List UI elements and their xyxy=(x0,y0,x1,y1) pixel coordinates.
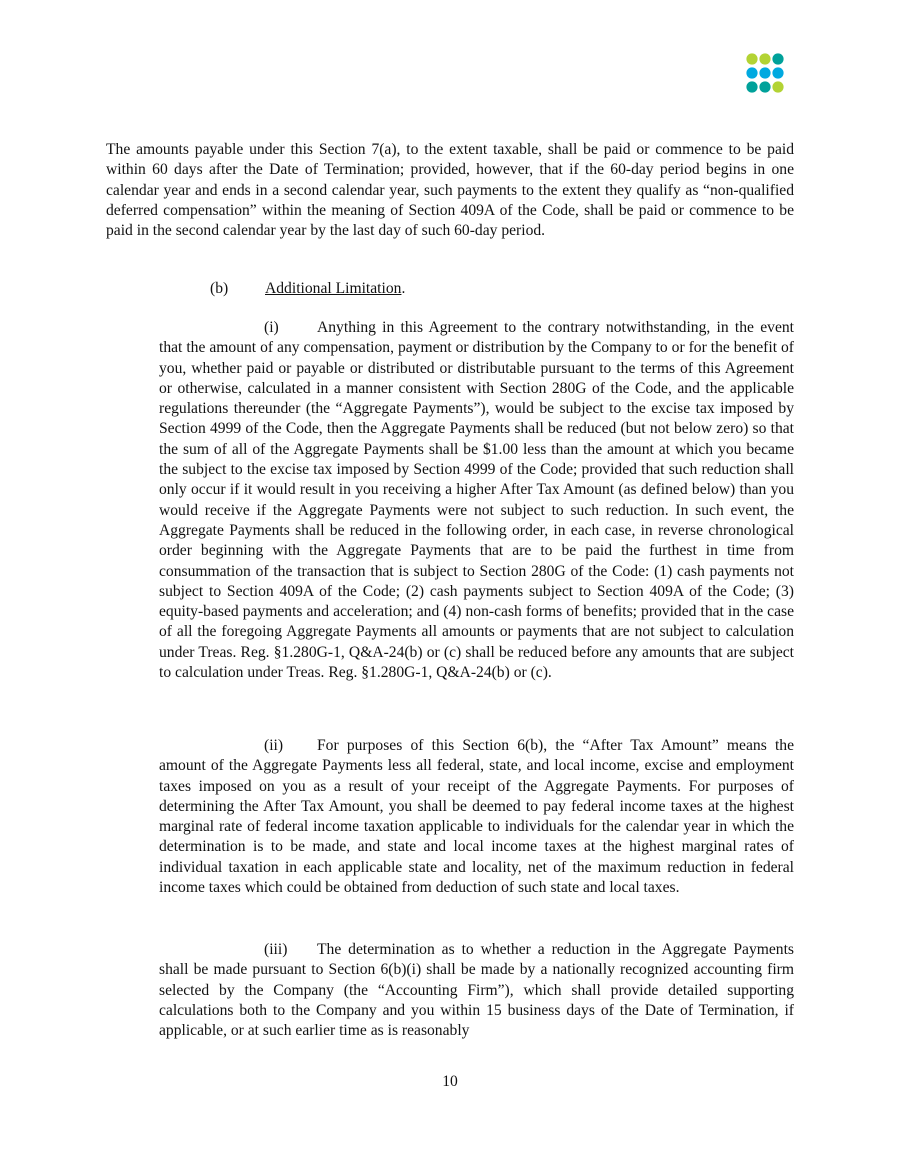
paragraph-ii-number: (ii) xyxy=(264,737,284,754)
logo-dot xyxy=(746,67,757,78)
intro-paragraph: The amounts payable under this Section 7(a), to the extent taxable, shall be paid or commence to be paid within 60 days after the Date of Termination; provided, however, that if the 60-day period begins in one calendar year and ends in a second calendar year, such payments to the extent they qualify as “non-qualified deferred compensation” within the meaning of Section 409A of the Code, shall be paid or commence to be paid in the second calendar year by the last day of such 60-day period. xyxy=(106,141,794,240)
logo-dot xyxy=(772,67,783,78)
paragraph-iii xyxy=(159,940,794,1041)
logo-dot xyxy=(759,81,770,92)
logo-dot xyxy=(772,53,783,64)
paragraph-ii-text: For purposes of this Section 6(b), the “After Tax Amount” means the amount of the Aggregate Payments less all federal, state, and local income, excise and employment taxes imposed on you as a result of your receipt of the Aggregate Payments. For purposes of determining the After Tax Amount, you shall be deemed to pay federal income taxes at the highest marginal rate of federal income taxation applicable to individuals for the calendar year in which the determination is to be made, and state and local income taxes at the highest marginal rates of individual taxation in each applicable state and locality, net of the maximum reduction in federal income taxes which could be obtained from deduction of such state and local taxes. xyxy=(159,737,794,897)
logo-dot xyxy=(759,67,770,78)
paragraph-ii xyxy=(159,736,794,898)
section-b-title: Additional Limitation xyxy=(265,280,402,297)
paragraph-i xyxy=(159,318,794,683)
page-number: 10 xyxy=(442,1073,458,1090)
section-b-label: (b) xyxy=(210,280,229,297)
paragraph-i-number: (i) xyxy=(264,319,279,336)
logo-dot xyxy=(772,81,783,92)
section-b-title-period: . xyxy=(401,280,406,297)
company-logo xyxy=(745,52,793,100)
section-b-heading xyxy=(210,279,405,299)
paragraph-iii-text: The determination as to whether a reduction in the Aggregate Payments shall be made pursuant to Section 6(b)(i) shall be made by a nationally recognized accounting firm selected by the Company (the “Accounting Firm”), which shall provide detailed supporting calculations both to the Company and you within 15 business days of the Date of Termination, if applicable, or at such earlier time as is reasonably xyxy=(159,941,794,1040)
logo-dot xyxy=(759,53,770,64)
paragraph-iii-number: (iii) xyxy=(264,941,288,958)
logo-dot xyxy=(746,53,757,64)
dot-grid-logo-icon xyxy=(745,52,793,100)
paragraph-i-text: Anything in this Agreement to the contrary notwithstanding, in the event that the amount of any compensation, payment or distribution by the Company to or for the benefit of you, whether paid or payable or distributed or distributable pursuant to the terms of this Agreement or otherwise, calculated in a manner consistent with Section 280G of the Code, and the applicable regulations thereunder (the “Aggregate Payments”), would be subject to the excise tax imposed by Section 4999 of the Code, then the Aggregate Payments shall be reduced (but not below zero) so that the sum of all of the Aggregate Payments shall be $1.00 less than the amount at which you became the subject to the excise tax imposed by Section 4999 of the Code; provided that such reduction shall only occur if it would result in you receiving a higher After Tax Amount (as defined below) than you would receive if the Aggregate Payments were not subject to such reduction. In such event, the Aggregate Payments shall be reduced in the following order, in each case, in reverse chronological order beginning with the Aggregate Payments that are to be paid the furthest in time from consummation of the transaction that is subject to Section 280G of the Code: (1) cash payments not subject to Section 409A of the Code; (2) cash payments subject to Section 409A of the Code; (3) equity-based payments and acceleration; and (4) non-cash forms of benefits; provided that in the case of all the foregoing Aggregate Payments all amounts or payments that are not subject to calculation under Treas. Reg. §1.280G-1, Q&A-24(b) or (c) shall be reduced before any amounts that are subject to calculation under Treas. Reg. §1.280G-1, Q&A-24(b) or (c). xyxy=(159,319,794,682)
logo-dot xyxy=(746,81,757,92)
